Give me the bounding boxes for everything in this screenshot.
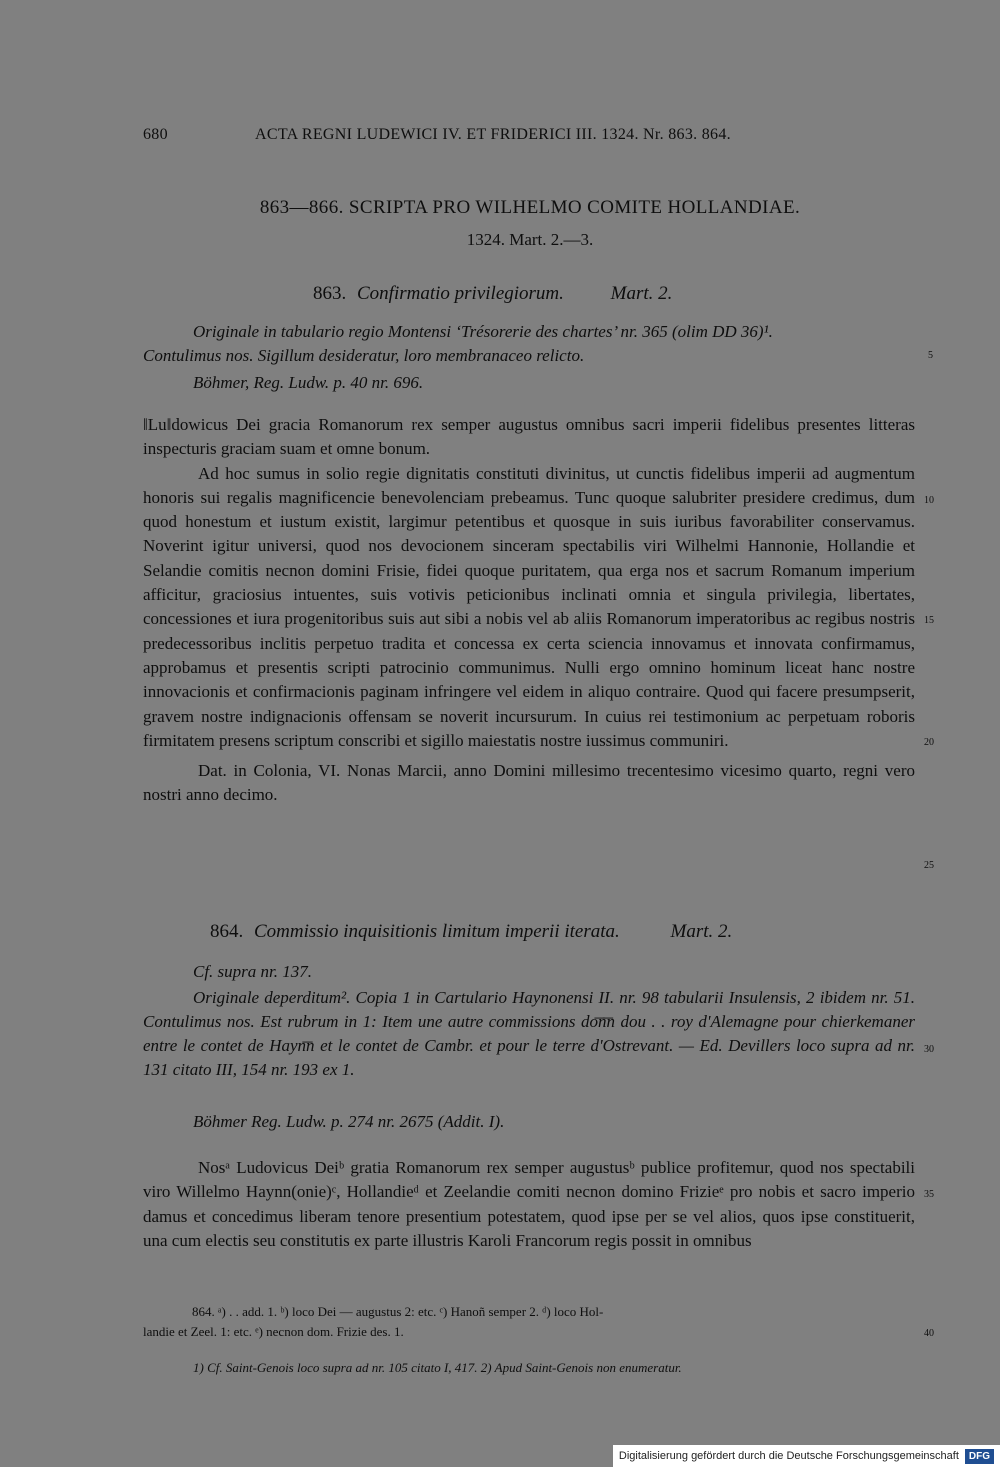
numbered-footnotes: 1) Cf. Saint-Genois loco supra ad nr. 105 citato I, 417. 2) Apud Saint-Genois non enumeratur.	[193, 1360, 682, 1375]
doc-863-dispositio: Ad hoc sumus in solio regie dignitatis constituti divinitus, ut cunctis fidelibus imperii ad augmentum honoris sui regalis magnificencie benevolenciam prebeamus. Tunc quoque salubriter presidere credimus, dum quod honestum et iustum existit, largimur petentibus et quosque in suis iuribus favorabiliter conservamus. Noverint igitur universi, quod nos devocionem sinceram spectabilis viri Wilhelmi Hannonie, Hollandie et Selandie comitis necnon domini Frisie, fidei quoque puritatem, qua erga nos et sacrum Romanum imperium afficitur, graciosius intuentes, suis votivis peticionibus inclinati omnia et singula privilegia, libertates, concessiones et iura progenitoribus suis aut sibi a nobis vel ab aliis Romanorum imperatoribus ac regibus nostris predecessoribus inclitis perpetuo tradita et concessa ex certa sciencia innovamus et innovata confirmamus, approbamus et presentis scripti patrocinio communimus. Nulli ergo omnino hominum liceat hanc nostre innovacionis et confirmacionis paginam infringere vel eidem in aliquo contraire. Quod qui facere presumpserit, gravem nostre indignacionis offensam se noverit incursurum. In cuius rei testimonium ac perpetuam roboris firmitatem presens scriptum conscribi et sigillo maiestatis nostre iussimus communiri.	[143, 463, 915, 750]
doc-864-paragraph: Nosᵃ Ludovicus Deiᵇ gratia Romanorum rex semper augustusᵇ publice profitemur, quod nos spectabili viro Willelmo Haynn(onie)ᶜ, Hollandieᵈ et Zeelandie comiti necnon domino Frizieᵉ pro nobis et sacro imperio damus et concedimus liberam tenore presentium potestatem, quod ipse per se vel alios, quos ipse constituerit, una cum electis seu constitutis ex parte illustris Karoli Francorum regis possit in omnibus	[143, 1158, 915, 1250]
section-title: 863—866. SCRIPTA PRO WILHELMO COMITE HOLLANDIAE.	[259, 197, 801, 218]
line-number: 20	[924, 737, 934, 748]
line-number: 10	[924, 495, 934, 506]
digitization-credit-bar	[613, 1445, 1000, 1467]
page-number: 680	[143, 126, 168, 143]
doc-863-heading	[313, 283, 672, 305]
line-number: 40	[924, 1328, 934, 1339]
doc-863-number: 863.	[313, 283, 347, 304]
doc-864-text	[143, 1156, 915, 1253]
doc-864-title: Commissio inquisitionis limitum imperii iterata.	[254, 921, 620, 942]
doc-863-datum: Dat. in Colonia, VI. Nonas Marcii, anno Domini millesimo trecentesimo vicesimo quarto, regni vero nostri anno decimo.	[143, 761, 915, 805]
digitization-credit-text: Digitalisierung gefördert durch die Deutsche Forschungsgemeinschaft	[618, 1450, 959, 1462]
doc-863-meta-3: Böhmer, Reg. Ludw. p. 40 nr. 696.	[193, 373, 424, 392]
doc-863-date: Mart. 2.	[610, 283, 673, 304]
line-number: 35	[924, 1189, 934, 1200]
doc-863-protocol: ‖Lu‖dowicus Dei gracia Romanorum rex semper augustus omnibus sacri imperii fidelibus presentes litteras inspecturis graciam suam et omne bonum.	[143, 415, 915, 459]
line-number: 5	[928, 350, 933, 361]
line-number: 15	[924, 615, 934, 626]
line-number: 25	[924, 860, 934, 871]
doc-864-meta-1: Cf. supra nr. 137.	[193, 962, 313, 981]
doc-863-title: Confirmatio privilegiorum.	[357, 283, 564, 304]
section-date: 1324. Mart. 2.—3.	[466, 230, 594, 249]
doc-864-number: 864.	[210, 921, 244, 942]
doc-864-date: Mart. 2.	[670, 921, 733, 942]
doc-863-meta-1: Originale in tabulario regio Montensi ‘Trésorerie des chartes’ nr. 365 (olim DD 36)¹.	[193, 322, 773, 341]
line-number: 30	[924, 1044, 934, 1055]
doc-864-heading	[210, 921, 732, 943]
doc-864-meta-3: Böhmer Reg. Ludw. p. 274 nr. 2675 (Addit. I).	[193, 1112, 505, 1131]
doc-863-text	[143, 413, 915, 808]
variant-footnote-line-2: landie et Zeel. 1: etc. ᵉ) necnon dom. Frizie des. 1.	[143, 1324, 404, 1339]
running-title: ACTA REGNI LUDEWICI IV. ET FRIDERICI III. 1324. Nr. 863. 864.	[255, 126, 731, 143]
doc-864-meta-2: Originale deperditum². Copia 1 in Cartulario Haynonensi II. nr. 98 tabularii Insulensis, 2 ibidem nr. 51. Contulimus nos. Est rubrum in 1: Item une autre commissions do͞n͞n dou . . roy d'Alemagne pour chierkemaner entre le contet de Hayn͞n et le contet de Cambr. et pour le terre d'Ostrevant. — Ed. Devillers loco supra ad nr. 131 citato III, 154 nr. 193 ex 1.	[143, 988, 915, 1079]
variant-footnote-line-1: 864. ᵃ) . . add. 1. ᵇ) loco Dei — augustus 2: etc. ᶜ) Hanoñ semper 2. ᵈ) loco Hol-	[192, 1304, 604, 1319]
dfg-logo: DFG	[965, 1449, 994, 1464]
doc-863-meta-2: Contulimus nos. Sigillum desideratur, loro membranaceo relicto.	[143, 346, 585, 365]
